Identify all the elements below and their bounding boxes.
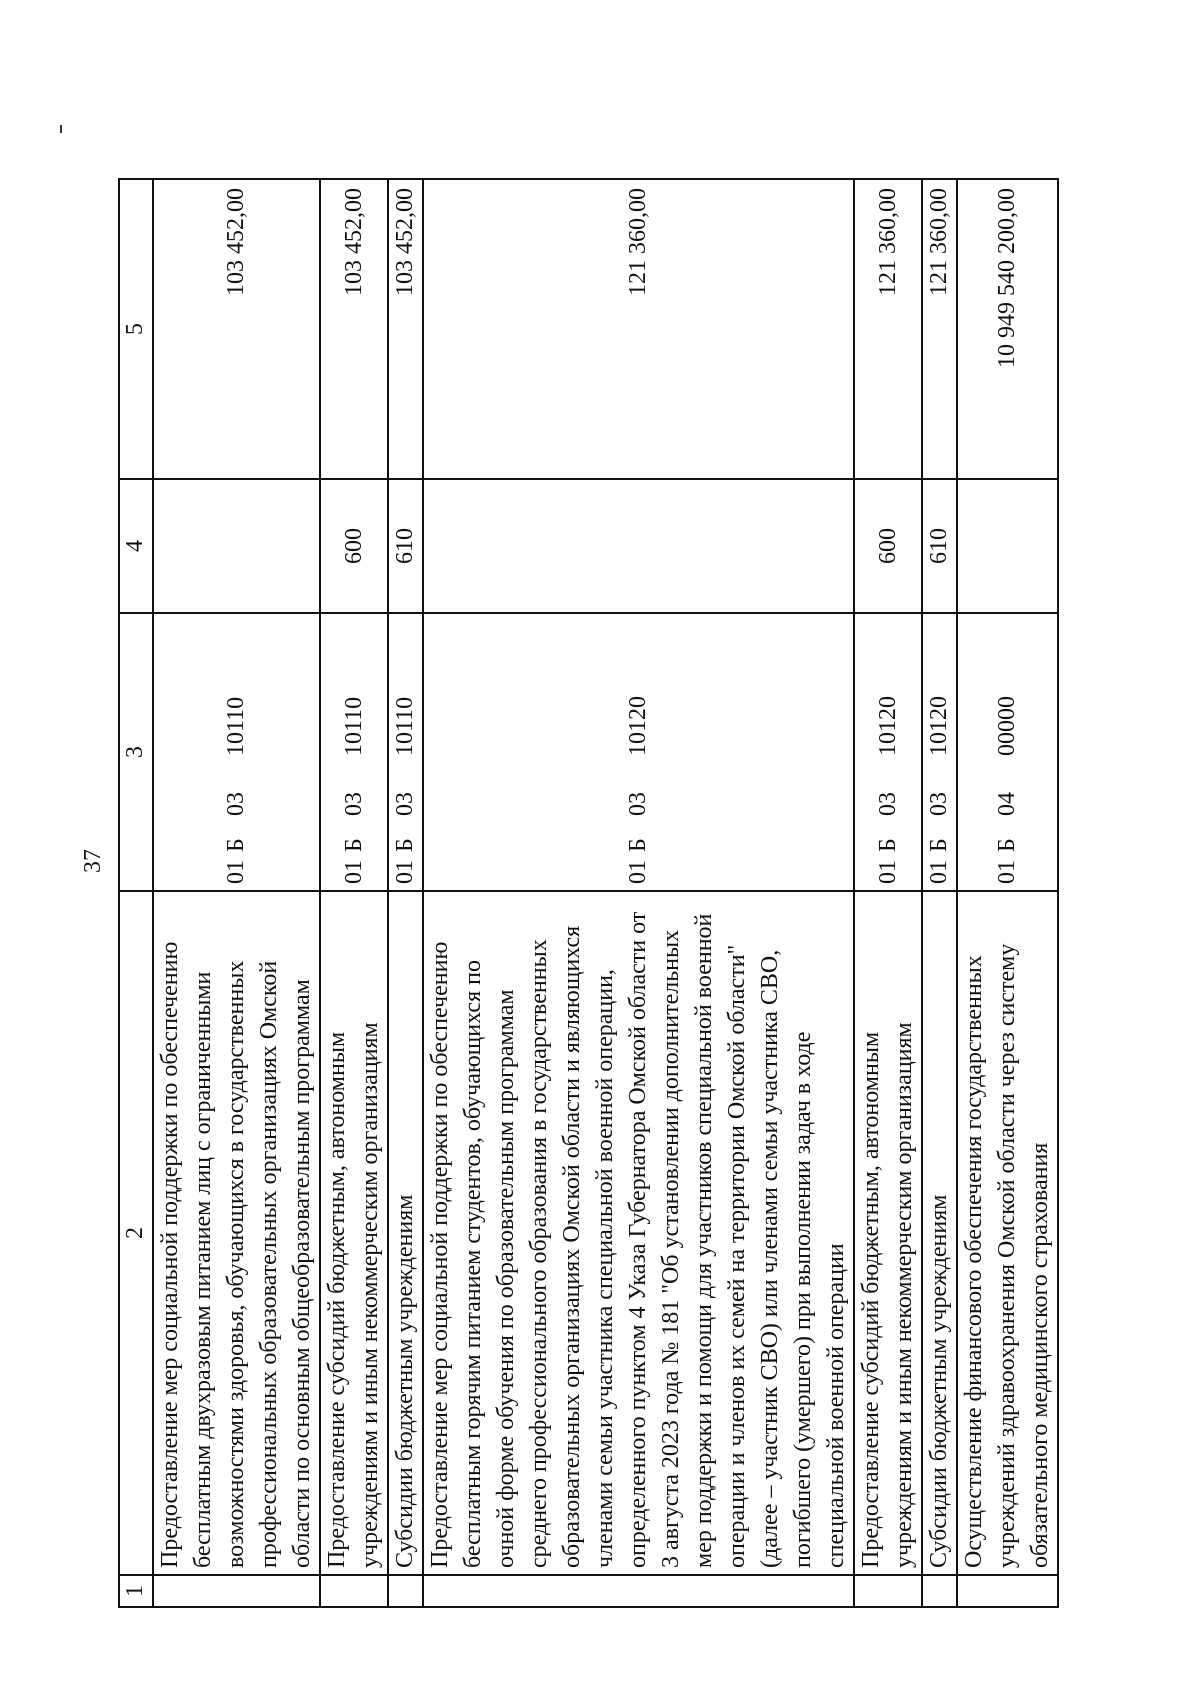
table-row [854, 179, 922, 1607]
code-direction: 10110 [340, 696, 367, 756]
code-direction: 10110 [392, 696, 418, 756]
table-row [153, 179, 320, 1607]
target-code [423, 613, 854, 891]
amount: 10 949 540 200,00 [957, 179, 1058, 479]
code-program: 01 [223, 860, 249, 884]
amount: 121 360,00 [922, 179, 957, 479]
table-row [423, 179, 854, 1607]
code-subprogram: Б [926, 838, 952, 852]
target-code [388, 613, 423, 891]
code-event: 03 [874, 792, 901, 816]
code-program: 01 [625, 860, 651, 884]
row-number-cell [320, 1575, 388, 1607]
item-name: Предоставление субсидий бюджетным, автономным учреждениям и иным некоммерческим организациям [854, 891, 922, 1575]
page-number: 37 [80, 849, 106, 873]
expense-type: 600 [320, 479, 388, 613]
header-col-2: 2 [119, 891, 153, 1575]
code-event: 03 [625, 792, 651, 816]
code-direction: 00000 [994, 696, 1020, 756]
expense-type [423, 479, 854, 613]
code-event: 03 [926, 792, 952, 816]
code-program: 01 [340, 860, 367, 884]
item-name: Предоставление мер социальной поддержки по обеспечению бесплатным горячим питанием студентов, обучающихся по очной форме обучения по образовательным программам среднего профессионального образования в государственных образовательных организациях Омской области и являющихся членами семьи участника специальной военной операции, определенного пунктом 4 Указа Губернатора Омской области от 3 августа 2023 года № 181 "Об установлении дополнительных мер поддержки и помощи для участников специальной военной операции и членов их семей на территории Омской области" (далее – участник СВО) или членами семьи участника СВО, погибшего (умершего) при выполнении задач в ходе специальной военной операции [423, 891, 854, 1575]
target-code [957, 613, 1058, 891]
row-number-cell [957, 1575, 1058, 1607]
row-number-cell [388, 1575, 423, 1607]
code-subprogram: Б [340, 838, 367, 852]
code-direction: 10120 [625, 696, 651, 756]
table-row [922, 179, 957, 1607]
header-col-4: 4 [119, 479, 153, 613]
expense-type: 600 [854, 479, 922, 613]
amount: 121 360,00 [423, 179, 854, 479]
expense-type [153, 479, 320, 613]
code-program: 01 [392, 860, 418, 884]
code-event: 03 [392, 792, 418, 816]
expense-type: 610 [388, 479, 423, 613]
code-program: 01 [926, 860, 952, 884]
table-row [320, 179, 388, 1607]
amount: 121 360,00 [854, 179, 922, 479]
target-code [854, 613, 922, 891]
code-event: 04 [994, 792, 1020, 816]
header-row [119, 179, 153, 1607]
item-name: Субсидии бюджетным учреждениям [388, 891, 423, 1575]
item-name: Субсидии бюджетным учреждениям [922, 891, 957, 1575]
amount: 103 452,00 [320, 179, 388, 479]
code-subprogram: Б [392, 838, 418, 852]
header-col-1: 1 [119, 1575, 153, 1607]
code-direction: 10120 [926, 696, 952, 756]
row-number-cell [423, 1575, 854, 1607]
target-code [922, 613, 957, 891]
table-row [388, 179, 423, 1607]
target-code [153, 613, 320, 891]
expense-type: 610 [922, 479, 957, 613]
header-col-5: 5 [119, 179, 153, 479]
code-subprogram: Б [625, 838, 651, 852]
code-event: 03 [340, 792, 367, 816]
code-subprogram: Б [994, 838, 1020, 852]
header-col-3: 3 [119, 613, 153, 891]
code-subprogram: Б [874, 838, 901, 852]
code-subprogram: Б [223, 838, 249, 852]
target-code [320, 613, 388, 891]
code-event: 03 [223, 792, 249, 816]
table-row [957, 179, 1058, 1607]
row-number-cell [854, 1575, 922, 1607]
item-name: Осуществление финансового обеспечения государственных учреждений здравоохранения Омской области через систему обязательного медицинского страхования [957, 891, 1058, 1575]
row-number-cell [922, 1575, 957, 1607]
code-direction: 10110 [223, 696, 249, 756]
amount: 103 452,00 [153, 179, 320, 479]
amount: 103 452,00 [388, 179, 423, 479]
code-program: 01 [874, 860, 901, 884]
row-number-cell [153, 1575, 320, 1607]
expense-type [957, 479, 1058, 613]
item-name: Предоставление субсидий бюджетным, автономным учреждениям и иным некоммерческим организациям [320, 891, 388, 1575]
scan-mark [60, 125, 62, 133]
item-name: Предоставление мер социальной поддержки по обеспечению бесплатным двухразовым питанием лиц с ограниченными возможностями здоровья, обучающихся в государственных профессиональных образовательных организациях Омской области по основным общеобразовательным программам [153, 891, 320, 1575]
budget-table [118, 178, 1059, 1608]
code-direction: 10120 [874, 696, 901, 756]
code-program: 01 [994, 860, 1020, 884]
